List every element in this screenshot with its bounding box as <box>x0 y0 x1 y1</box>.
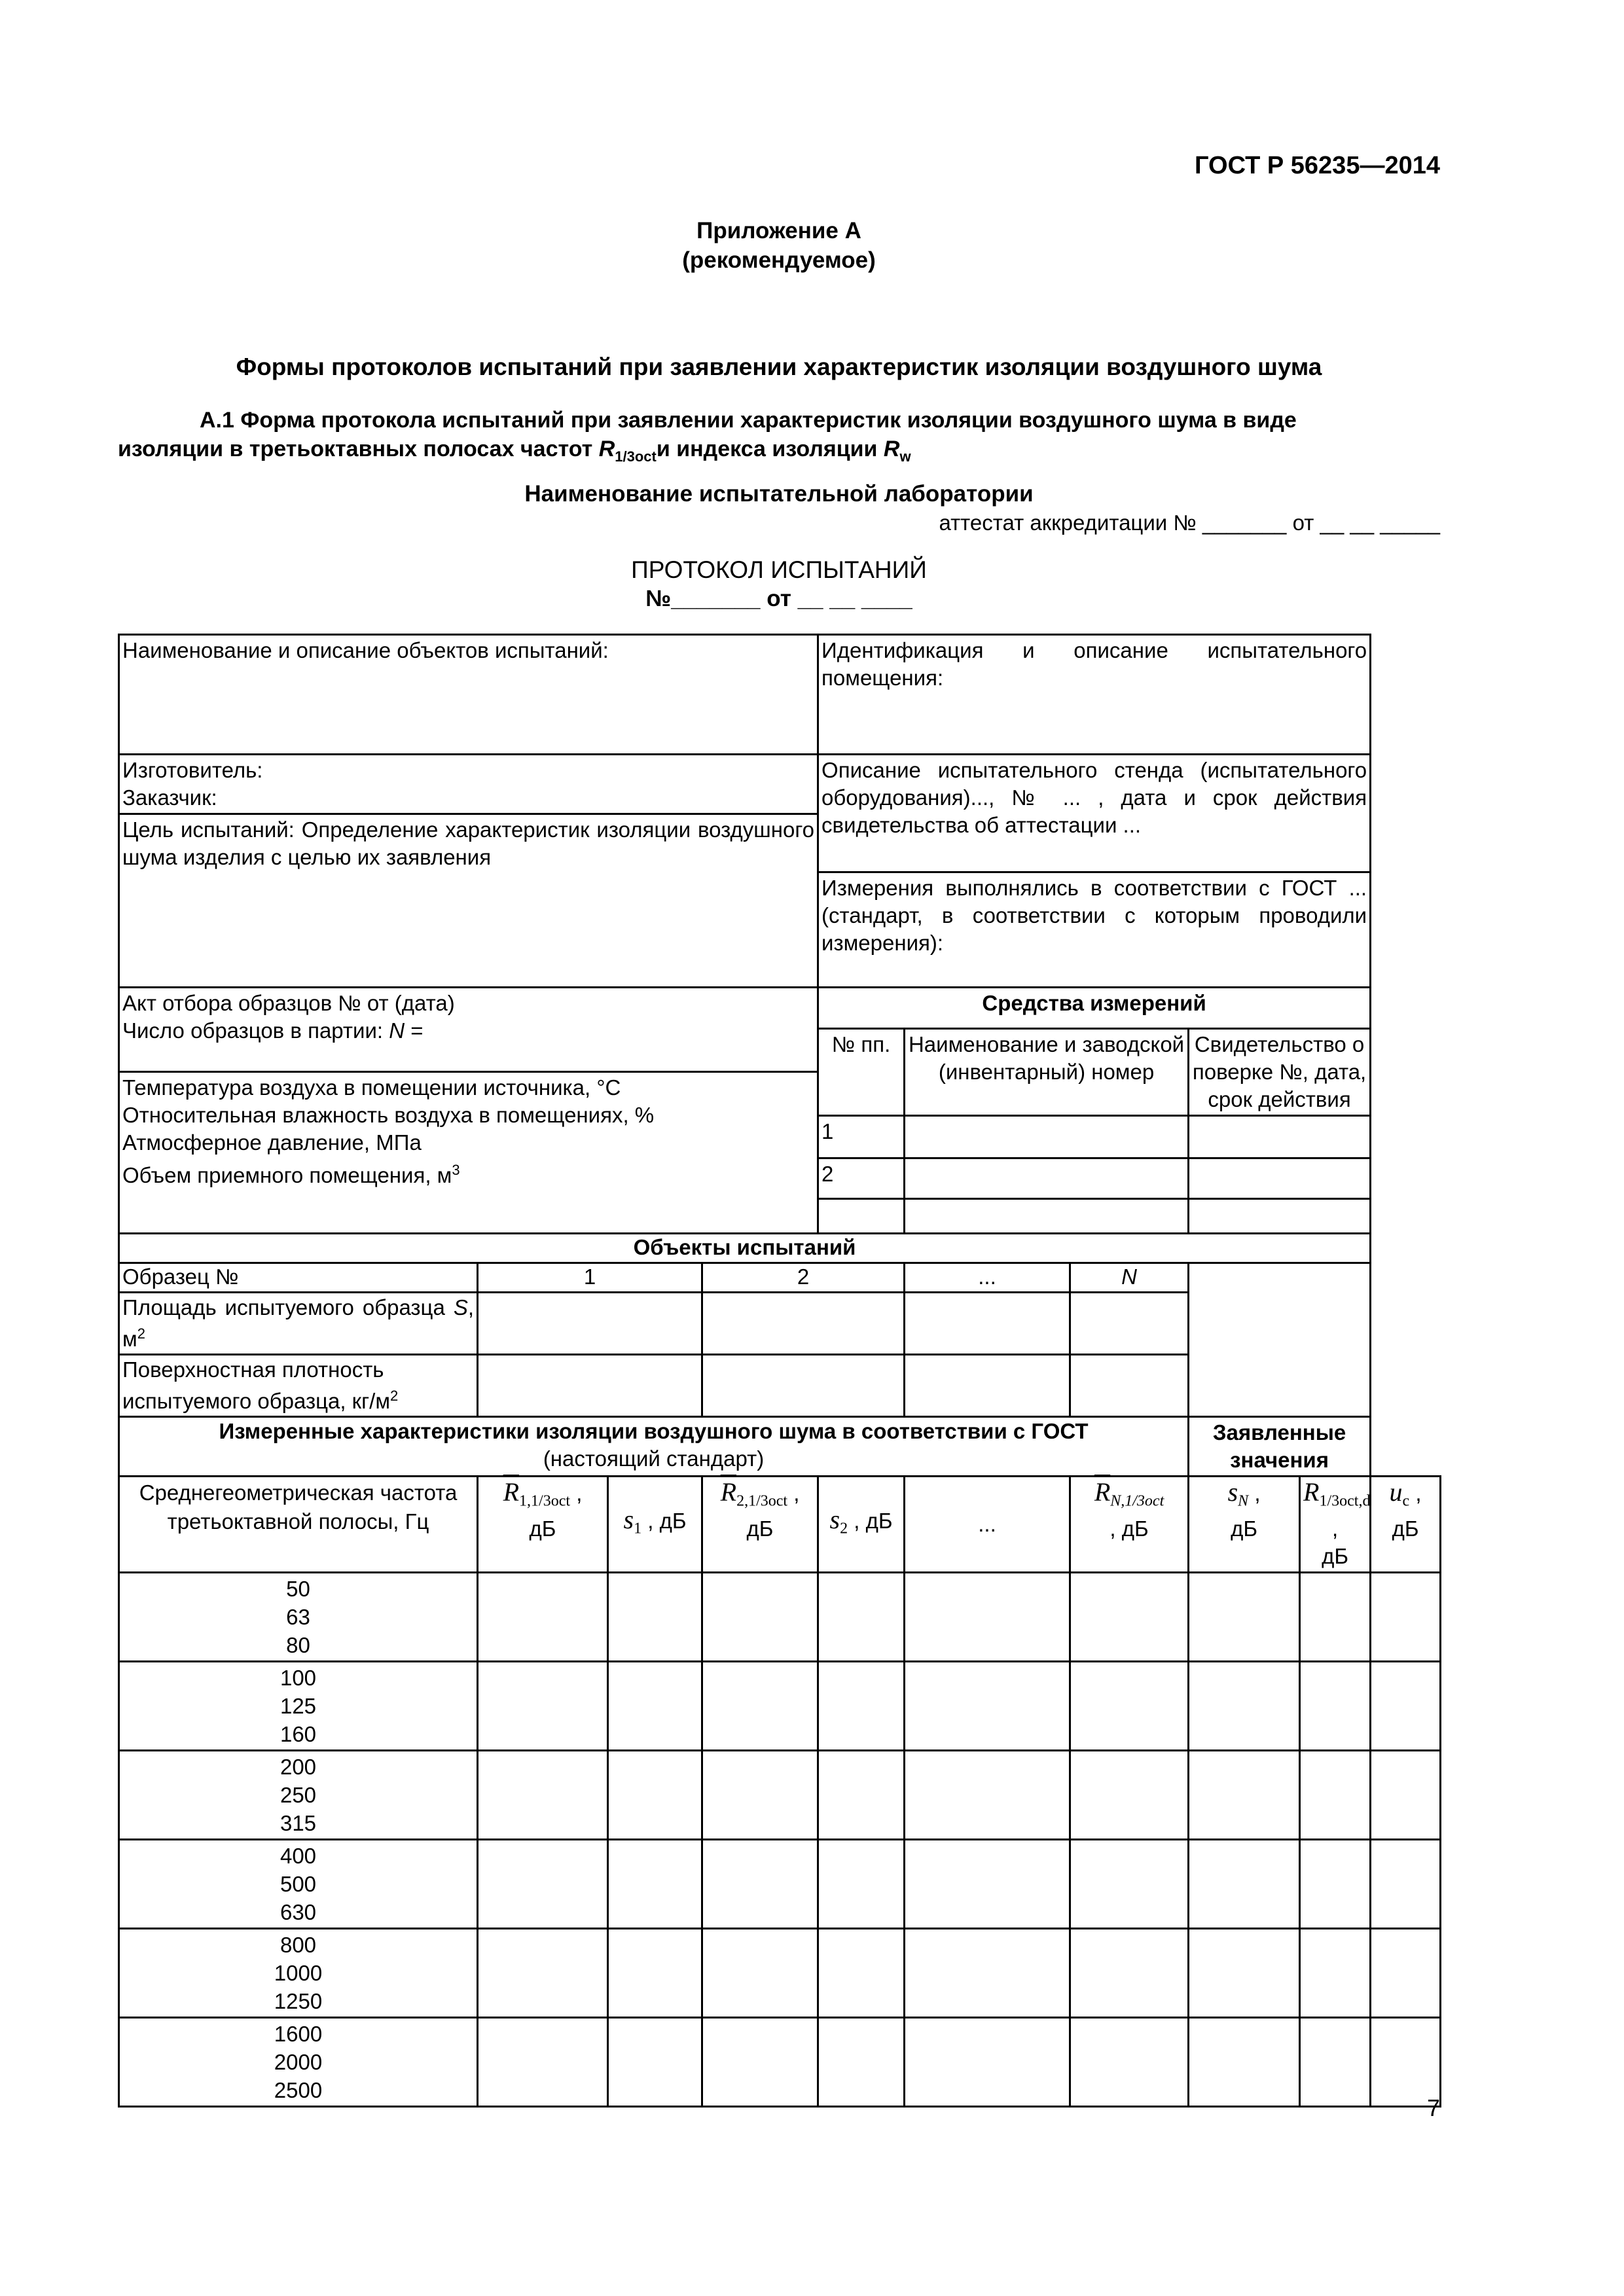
freq-value: 50 <box>286 1576 310 1601</box>
freq-value: 400 <box>280 1843 317 1868</box>
density-label: Поверхностная плотность испытуемого образца, $кг/м^2$ <box>119 1355 478 1417</box>
paragraph-line-1: А.1 Форма протокола испытаний при заявлении характеристик изоляции воздушного шума в виде <box>200 408 1297 433</box>
test-purpose-cell: Цель испытаний: Определение характеристик изоляции воздушного шума изделия с целью их заявления <box>119 814 818 988</box>
value-cell <box>1371 1928 1441 2017</box>
area-label: Площадь испытуемого образца S, $м^2$ <box>119 1293 478 1355</box>
value-cell <box>478 1750 608 1839</box>
value-cell <box>905 2017 1070 2106</box>
measured-title: Измеренные характеристики изоляции воздушного шума в соответствии с ГОСТ (настоящий стандарт) <box>119 1417 1189 1477</box>
value-cell <box>1070 1750 1189 1839</box>
value-cell <box>702 1572 818 1661</box>
freq-value: 1000 <box>274 1960 323 1985</box>
frequency-rows <box>119 1572 1441 2106</box>
value-cell <box>1070 1928 1189 2017</box>
freq-value: 500 <box>280 1871 317 1896</box>
value-cell <box>1371 1661 1441 1750</box>
instr-row-1-certificate <box>1189 1116 1371 1158</box>
value-cell <box>1189 1928 1300 2017</box>
value-cell <box>1189 1661 1300 1750</box>
protocol-number: №_______ от __ __ ____ <box>645 586 912 611</box>
standard-number: ГОСТ Р 56235—2014 <box>1195 152 1440 179</box>
value-cell <box>478 2017 608 2106</box>
page-number: 7 <box>1426 2094 1440 2121</box>
col-header-r2: $\overline{R}_{2,1/3oct}$ , дБ <box>702 1477 818 1573</box>
value-cell <box>1371 1750 1441 1839</box>
col-header-r1: $\overline{R}_{1,1/3oct}$ , дБ <box>478 1477 608 1573</box>
value-cell <box>905 1572 1070 1661</box>
freq-group-row <box>119 1572 1441 1661</box>
value-cell <box>1371 1839 1441 1928</box>
sample-col-dots: ... <box>905 1263 1070 1293</box>
value-cell <box>1070 1572 1189 1661</box>
freq-cell <box>119 1572 478 1661</box>
value-cell <box>818 1750 905 1839</box>
value-cell <box>818 1928 905 2017</box>
freq-group-row <box>119 1661 1441 1750</box>
value-cell <box>1189 1572 1300 1661</box>
freq-value: 315 <box>280 1810 317 1835</box>
value-cell <box>818 1839 905 1928</box>
value-cell <box>702 2017 818 2106</box>
value-cell <box>608 1839 702 1928</box>
measurement-standard-cell: Измерения выполнялись в соответствии с ГОСТ ... (стандарт, в соответствии с которым проводили измерения): <box>818 872 1371 988</box>
freq-header: Среднегеометрическая частота третьоктавной полосы, Гц <box>119 1477 478 1573</box>
freq-value: 630 <box>280 1899 317 1924</box>
freq-value: 100 <box>280 1665 317 1690</box>
value-cell <box>905 1661 1070 1750</box>
instr-header-certificate: Свидетельство о поверке №, дата, срок действия <box>1189 1029 1371 1116</box>
freq-value: 1250 <box>274 1988 323 2013</box>
condition-humidity: Относительная влажность воздуха в помещениях, % <box>122 1103 655 1127</box>
freq-group-row <box>119 1928 1441 2017</box>
freq-value: 63 <box>286 1604 310 1629</box>
conditions-cell <box>119 1072 818 1234</box>
instr-row-3-name <box>905 1199 1189 1234</box>
instr-row-2-name <box>905 1158 1189 1199</box>
col-header-sn: $s_N$ , дБ <box>1189 1477 1300 1573</box>
protocol-title: ПРОТОКОЛ ИСПЫТАНИЙ <box>631 556 927 583</box>
value-cell <box>905 1839 1070 1928</box>
value-cell <box>702 1661 818 1750</box>
value-cell <box>1300 1572 1371 1661</box>
sample-no-label: Образец № <box>119 1263 478 1293</box>
density-col-dots <box>905 1355 1070 1417</box>
col-header-s1: $s_1$ , дБ <box>608 1477 702 1573</box>
sample-act-cell <box>119 988 818 1072</box>
freq-value: 2000 <box>274 2049 323 2074</box>
value-cell <box>1300 1750 1371 1839</box>
freq-value: 80 <box>286 1632 310 1657</box>
manufacturer-label: Изготовитель: <box>122 758 263 782</box>
value-cell <box>818 1661 905 1750</box>
instr-header-name: Наименование и заводской (инвентарный) номер <box>905 1029 1189 1116</box>
stand-description-cell: Описание испытательного стенда (испытательного оборудования)..., № ... , дата и срок действия свидетельства об аттестации ... <box>818 755 1371 872</box>
value-cell <box>608 1572 702 1661</box>
condition-volume: Объем приемного помещения, $м^3$ <box>122 1162 460 1187</box>
value-cell <box>1300 1661 1371 1750</box>
value-cell <box>1300 1928 1371 2017</box>
freq-value: 800 <box>280 1932 317 1957</box>
value-cell <box>818 2017 905 2106</box>
value-cell <box>702 1750 818 1839</box>
value-cell <box>1371 2017 1441 2106</box>
value-cell <box>478 1839 608 1928</box>
value-cell <box>1070 1839 1189 1928</box>
value-cell <box>1189 1839 1300 1928</box>
value-cell <box>1300 2017 1371 2106</box>
value-cell <box>478 1928 608 2017</box>
condition-pressure: Атмосферное давление, МПа <box>122 1130 422 1155</box>
sample-count-label: Число образцов в партии: N = <box>122 1018 424 1043</box>
freq-cell <box>119 1839 478 1928</box>
col-header-dots: ... <box>905 1477 1070 1573</box>
value-cell <box>1189 1750 1300 1839</box>
freq-value: 160 <box>280 1721 317 1746</box>
samples-blank-cell <box>1189 1263 1371 1417</box>
sample-col-2: 2 <box>702 1263 905 1293</box>
freq-value: 200 <box>280 1754 317 1779</box>
area-col-dots <box>905 1293 1070 1355</box>
freq-group-row <box>119 1750 1441 1839</box>
room-description-cell: Идентификация и описание испытательного помещения: <box>818 635 1371 755</box>
condition-temperature: Температура воздуха в помещении источника, °С <box>122 1075 621 1100</box>
paragraph-line-2: изоляции в третьоктавных полосах частот $R_{1/3oct}и$ индекса изоляции $R_w$ <box>118 437 911 465</box>
value-cell <box>905 1928 1070 2017</box>
freq-value: 2500 <box>274 2077 323 2102</box>
section-paragraph <box>118 406 1440 471</box>
freq-group-row <box>119 2017 1441 2106</box>
value-cell <box>1070 1661 1189 1750</box>
value-cell <box>608 1661 702 1750</box>
density-col-2 <box>702 1355 905 1417</box>
area-col-2 <box>702 1293 905 1355</box>
sample-col-1: 1 <box>478 1263 702 1293</box>
area-col-1 <box>478 1293 702 1355</box>
density-col-1 <box>478 1355 702 1417</box>
value-cell <box>1189 2017 1300 2106</box>
sample-col-n: N <box>1070 1263 1189 1293</box>
manufacturer-customer-cell <box>119 755 818 814</box>
instr-row-3-no <box>818 1199 905 1234</box>
freq-cell <box>119 1661 478 1750</box>
protocol-table <box>118 634 1441 2108</box>
col-header-uc: $u_c$ , дБ <box>1371 1477 1441 1573</box>
sample-act-label: Акт отбора образцов № от (дата) <box>122 991 455 1015</box>
freq-cell <box>119 1928 478 2017</box>
instr-row-1-name <box>905 1116 1189 1158</box>
accreditation-line: аттестат аккредитации № _______ от __ __ _____ <box>939 511 1440 535</box>
section-title: Формы протоколов испытаний при заявлении характеристик изоляции воздушного шума <box>236 353 1322 380</box>
freq-value: 250 <box>280 1782 317 1807</box>
instr-row-2-no: 2 <box>818 1158 905 1199</box>
col-header-rd: $R_{1/3oct,d}$ , дБ <box>1300 1477 1371 1573</box>
appendix-title: Приложение А <box>696 218 861 243</box>
area-col-n <box>1070 1293 1189 1355</box>
lab-name: Наименование испытательной лаборатории <box>524 481 1034 507</box>
value-cell <box>478 1661 608 1750</box>
instr-row-2-certificate <box>1189 1158 1371 1199</box>
instr-row-3-certificate <box>1189 1199 1371 1234</box>
col-header-rn: $\overline{R}_{N,1/3oct}$ , дБ <box>1070 1477 1189 1573</box>
freq-cell <box>119 2017 478 2106</box>
freq-cell <box>119 1750 478 1839</box>
density-col-n <box>1070 1355 1189 1417</box>
value-cell <box>702 1839 818 1928</box>
value-cell <box>1300 1839 1371 1928</box>
value-cell <box>608 1928 702 2017</box>
freq-value: 1600 <box>274 2021 323 2046</box>
declared-title: Заявленные значения <box>1189 1417 1371 1477</box>
value-cell <box>1070 2017 1189 2106</box>
value-cell <box>608 2017 702 2106</box>
instruments-title: Средства измерений <box>818 988 1371 1029</box>
freq-group-row <box>119 1839 1441 1928</box>
col-header-s2: $s_2$ , дБ <box>818 1477 905 1573</box>
freq-value: 125 <box>280 1693 317 1718</box>
value-cell <box>818 1572 905 1661</box>
objects-description-cell: Наименование и описание объектов испытаний: <box>119 635 818 755</box>
appendix-subtitle: (рекомендуемое) <box>682 247 876 273</box>
objects-title: Объекты испытаний <box>119 1234 1371 1263</box>
value-cell <box>608 1750 702 1839</box>
customer-label: Заказчик: <box>122 785 217 810</box>
value-cell <box>905 1750 1070 1839</box>
instr-row-1-no: 1 <box>818 1116 905 1158</box>
value-cell <box>478 1572 608 1661</box>
value-cell <box>702 1928 818 2017</box>
value-cell <box>1371 1572 1441 1661</box>
instr-header-no: № пп. <box>818 1029 905 1116</box>
